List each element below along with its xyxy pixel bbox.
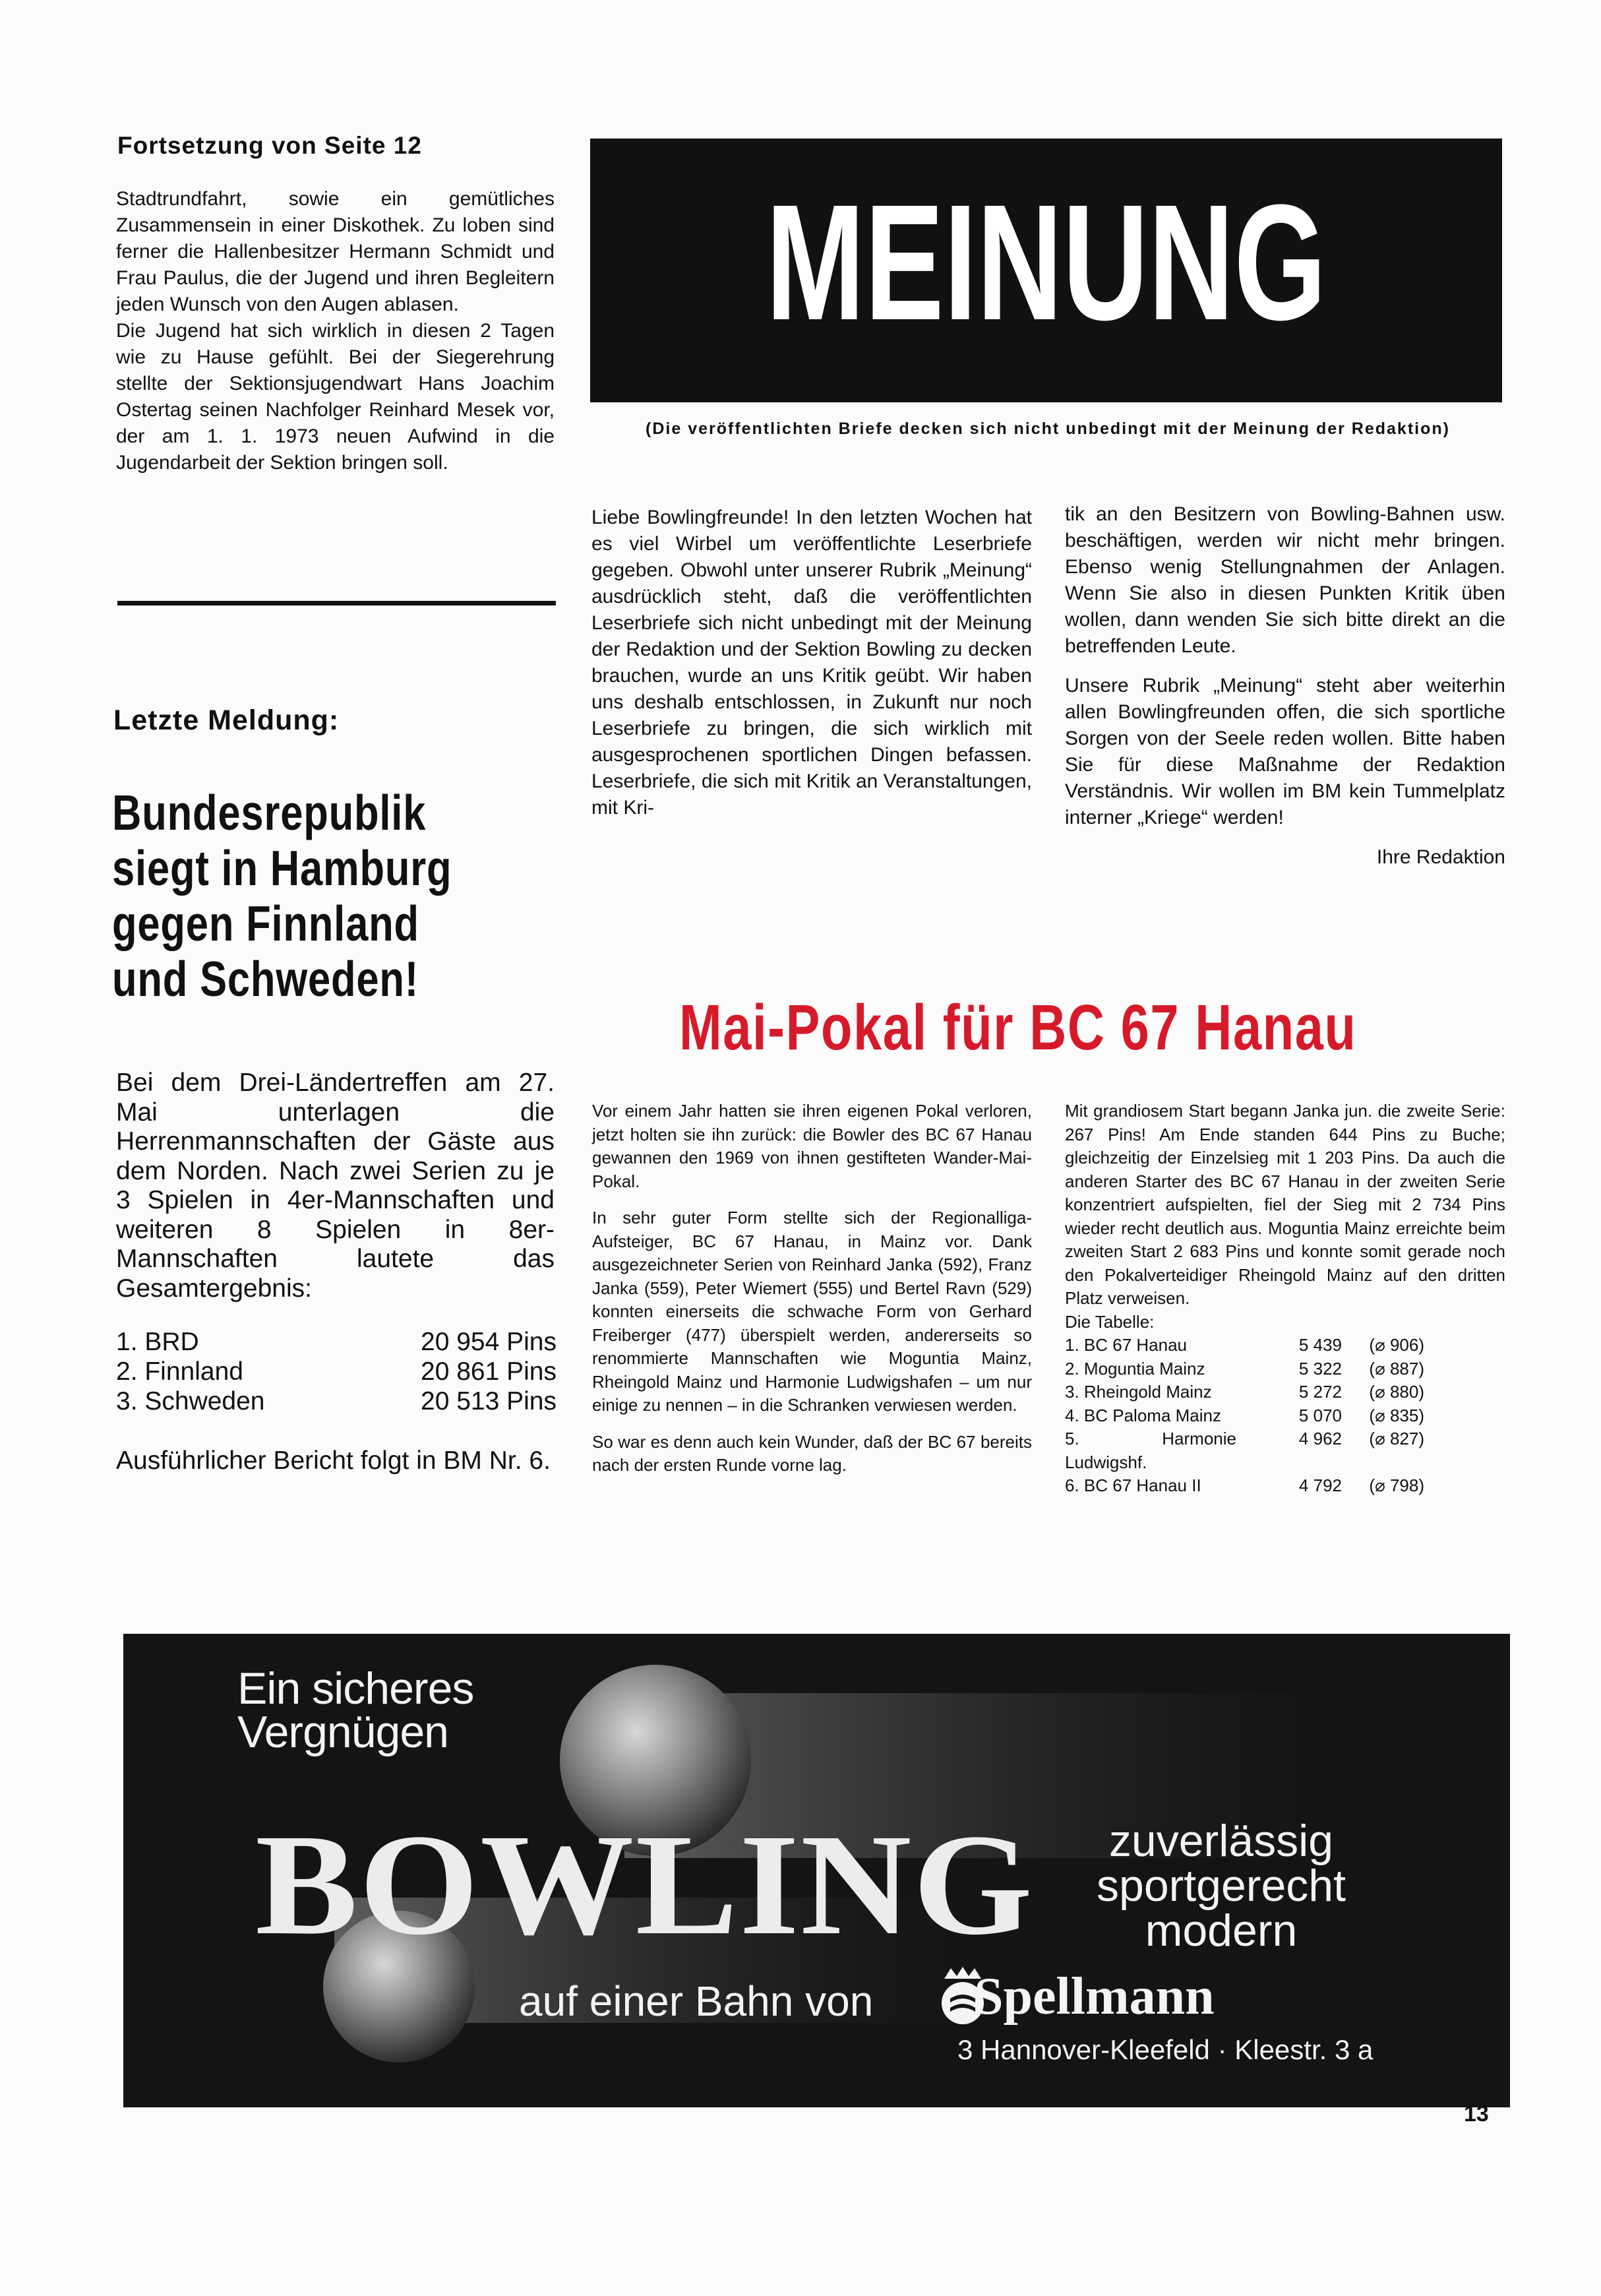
news-footer: Ausführlicher Bericht folgt in BM Nr. 6.	[116, 1446, 551, 1475]
section-divider	[117, 601, 556, 605]
letter-signature: Ihre Redaktion	[1376, 846, 1505, 868]
table-row	[1065, 1427, 1505, 1474]
news-headline	[112, 785, 491, 1007]
result-pins: 20 513 Pins	[421, 1387, 557, 1415]
result-row	[116, 1327, 557, 1357]
result-place: 1. BRD	[116, 1328, 199, 1356]
ad-slogan	[237, 1663, 474, 1757]
result-pins: 20 861 Pins	[421, 1357, 557, 1386]
letter-paragraph: Unsere Rubrik „Meinung“ steht aber weiterhin allen Bowlingfreunden offen, die sich sportliche Sorgen von der Seele reden wollen. Bitte haben Sie für diese Maßnahme der Redaktion Verständnis. Wir wollen im BM kein Tummelplatz interner „Kriege“ werden!	[1065, 675, 1505, 828]
continuation-body	[116, 186, 555, 476]
ad-tagline: zuverlässig	[1108, 1816, 1334, 1866]
continuation-paragraph: Die Jugend hat sich wirklich in diesen 2 Tagen wie zu Hause gefühlt. Bei der Siegerehrung stellte der Sektionsjugendwart Hans Joachim Ostertag seinen Nachfolger Reinhard Mesek vor, der am 1. 1. 1973 neuen Aufwind in die Jugendarbeit der Sektion bringen soll.	[116, 320, 555, 474]
table-average: (⌀ 906)	[1369, 1335, 1424, 1355]
headline-line: Bundesrepublik	[112, 785, 427, 840]
table-row	[1065, 1381, 1505, 1404]
result-pins: 20 954 Pins	[421, 1328, 557, 1356]
headline-line: und Schweden!	[112, 951, 419, 1007]
table-average: (⌀ 880)	[1369, 1382, 1424, 1402]
meinung-disclaimer: (Die veröffentlichten Briefe decken sich nicht unbedingt mit der Meinung der Redaktion)	[646, 419, 1450, 438]
ad-bowling-word: BOWLING	[255, 1804, 1035, 1965]
table-row	[1065, 1404, 1505, 1428]
table-pins: 5 070	[1298, 1405, 1342, 1425]
table-row	[1065, 1357, 1505, 1381]
table-row	[1065, 1334, 1505, 1357]
table-pins: 4 962	[1298, 1429, 1342, 1448]
ad-tagline: modern	[1145, 1906, 1298, 1956]
ad-taglines	[974, 1816, 1468, 1956]
result-row	[116, 1357, 557, 1386]
news-heading: Letzte Meldung:	[113, 704, 340, 736]
result-place: 3. Schweden	[116, 1387, 265, 1415]
ad-slogan-line: Ein sicheres	[237, 1663, 474, 1714]
table-team: 3. Rheingold Mainz	[1065, 1382, 1212, 1402]
letter-paragraph: Liebe Bowlingfreunde! In den letzten Wochen hat es viel Wirbel um veröffentlichte Leserbriefe gegeben. Obwohl unter unserer Rubrik „Meinung“ ausdrücklich steht, daß die veröffentlichten Leserbriefe sich nicht unbedingt mit der Meinung der Redaktion und der Sektion Bowling zu decken brauchen, wurde an uns Kritik geübt. Wir haben uns deshalb entschlossen, in Zukunft nur noch Leserbriefe zu bringen, die sich wirklich mit ausgesprochenen sportlichen Dingen befassen. Leserbriefe, die sich mit Kritik an Veranstaltungen, mit Kri-	[591, 507, 1032, 819]
continuation-paragraph: Stadtrundfahrt, sowie ein gemütliches Zusammensein in einer Diskothek. Zu loben sind ferner die Hallenbesitzer Hermann Schmidt und Frau Paulus, die der Jugend und ihren Begleitern jeden Wunsch von den Augen ablasen.	[116, 188, 555, 315]
table-pins: 5 322	[1298, 1358, 1342, 1379]
table-average: (⌀ 827)	[1369, 1429, 1424, 1448]
ad-tagline: sportgerecht	[1097, 1861, 1346, 1911]
letter-column-2	[1065, 501, 1505, 884]
table-team: 2. Moguntia Mainz	[1065, 1358, 1205, 1379]
headline-line: gegen Finnland	[112, 896, 419, 951]
ad-address: 3 Hannover-Kleefeld · Kleestr. 3 a	[957, 2034, 1374, 2065]
ad-slogan-line: Vergnügen	[237, 1707, 448, 1757]
continuation-heading: Fortsetzung von Seite 12	[117, 132, 422, 159]
table-pins: 4 792	[1298, 1475, 1342, 1495]
table-team: 5. Harmonie Ludwigshf.	[1065, 1429, 1236, 1472]
table-pins: 5 439	[1298, 1335, 1342, 1355]
result-row	[116, 1386, 557, 1416]
table-pins: 5 272	[1298, 1382, 1342, 1402]
letter-paragraph: tik an den Besitzern von Bowling-Bahnen usw. beschäftigen, werden wir nicht mehr bringen. Ebenso wenig Stellungnahmen der Anlagen. Wenn Sie also in diesen Punkten Kritik üben wollen, dann wenden Sie sich bitte direkt an die betreffenden Leute.	[1065, 503, 1505, 657]
article-paragraph: So war es denn auch kein Wunder, daß der BC 67 bereits nach der ersten Runde vorne lag.	[592, 1431, 1032, 1475]
headline-line: siegt in Hamburg	[112, 840, 452, 896]
table-average: (⌀ 887)	[1369, 1358, 1424, 1379]
table-label: Die Tabelle:	[1065, 1311, 1155, 1332]
standings-table	[1065, 1334, 1505, 1498]
table-team: 1. BC 67 Hanau	[1065, 1335, 1188, 1355]
table-row	[1065, 1474, 1505, 1498]
mai-pokal-column-1	[592, 1100, 1032, 1491]
ad-brand-name: Spellmann	[974, 1968, 1215, 2026]
mai-pokal-column-2	[1065, 1100, 1505, 1498]
news-body: Bei dem Drei-Ländertreffen am 27. Mai unterlagen die Herrenmannschaften der Gäste aus dem Norden. Nach zwei Serien zu je 3 Spielen in 4er-Mannschaften und weiteren 8 Spielen in 8er-Mannschaften lautete das Gesamtergebnis:	[116, 1069, 555, 1303]
article-paragraph: In sehr guter Form stellte sich der Regionalliga-Aufsteiger, BC 67 Hanau, in Mainz vor. Dank ausgezeichneter Serien von Reinhard Janka (592), Franz Janka (559), Peter Wiemert (555) und Bertel Ravn (529) konnten einerseits die schwache Form von Gerhard Freiberger (477) überspielt werden, andererseits so renommierte Mannschaften wie Moguntia Mainz, Rheingold Mainz und Harmonie Ludwigshafen – um nur einige zu nennen – in die Schranken verwiesen werden.	[592, 1208, 1032, 1415]
bowling-advertisement	[123, 1634, 1510, 2107]
article-paragraph: Vor einem Jahr hatten sie ihren eigenen Pokal verloren, jetzt holten sie ihn zurück: die Bowler des BC 67 Hanau gewannen den 1969 von ihnen gestifteten Wander-Mai-Pokal.	[592, 1101, 1032, 1191]
article-paragraph: Mit grandiosem Start begann Janka jun. die zweite Serie: 267 Pins! Am Ende standen 644 Pins zu Buche; gleichzeitig der Einzelsieg mit 1 203 Pins. Da auch die anderen Starter des BC 67 Hanau in der zweiten Serie konzentriert aufspielten, fiel der Sieg mit 2 734 Pins wieder recht deutlich aus. Moguntia Mainz erreichte beim zweiten Start 2 683 Pins und konnte somit gerade noch den Pokalverteidiger Rheingold Mainz auf den dritten Platz verweisen.	[1065, 1101, 1505, 1308]
results-list	[116, 1327, 557, 1416]
table-team: 6. BC 67 Hanau II	[1065, 1475, 1201, 1495]
mai-pokal-title: Mai-Pokal für BC 67 Hanau	[679, 991, 1357, 1063]
meinung-title: MEINUNG	[766, 170, 1327, 354]
ad-bahn-text: auf einer Bahn von	[519, 1977, 874, 2025]
table-team: 4. BC Paloma Mainz	[1065, 1405, 1221, 1425]
table-average: (⌀ 798)	[1369, 1475, 1424, 1495]
table-average: (⌀ 835)	[1369, 1405, 1424, 1425]
page-number: 13	[1464, 2101, 1489, 2126]
letter-column-1	[591, 505, 1032, 821]
result-place: 2. Finnland	[116, 1357, 243, 1386]
